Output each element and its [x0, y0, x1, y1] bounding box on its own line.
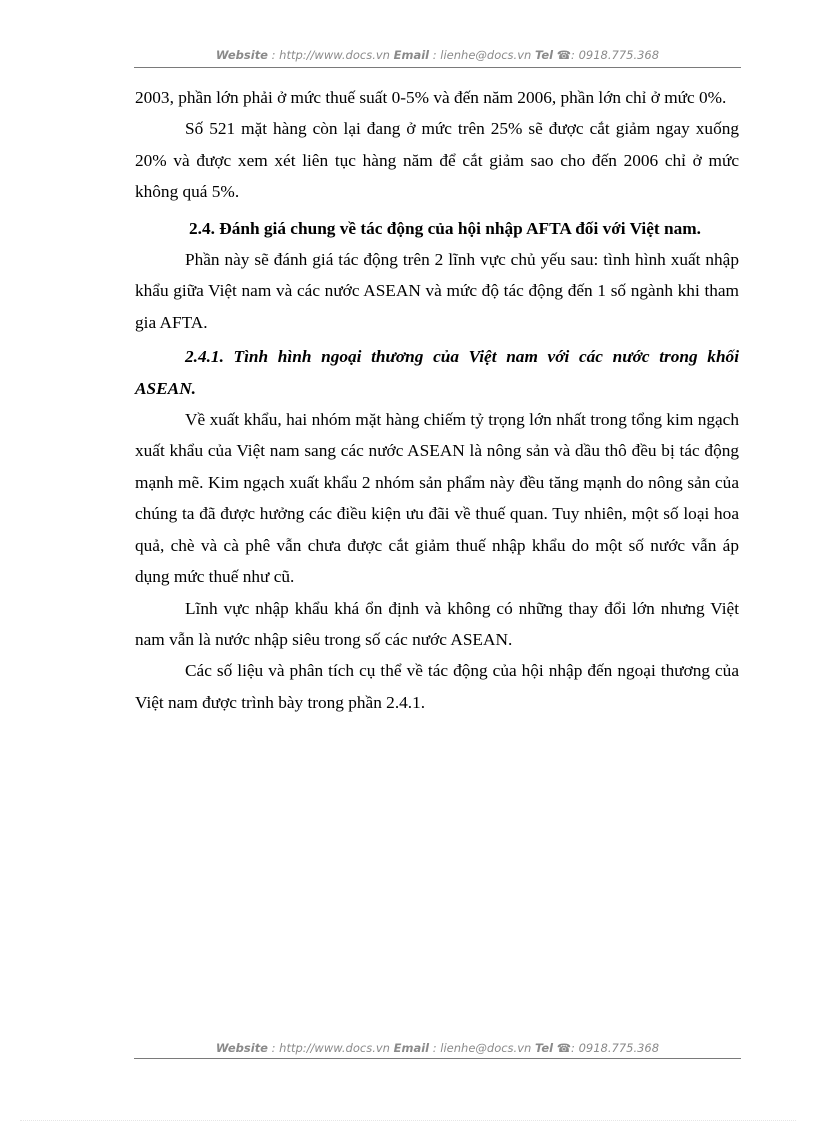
header-website-label: Website: [215, 48, 268, 62]
paragraph-exports: Về xuất khẩu, hai nhóm mặt hàng chiếm tỷ trọng lớn nhất trong tổng kim ngạch xuất khẩu của Việt nam sang các nước ASEAN là nông sản và dầu thô đều bị tác động mạnh mẽ. Kim ngạch xuất khẩu 2 nhóm sản phẩm này đều tăng mạnh do nông sản của chúng ta đã được hưởng các điều kiện ưu đãi về thuế quan. Tuy nhiên, một số loại hoa quả, chè và cà phê vẫn chưa được cắt giảm thuế nhập khẩu do một số nước vẫn áp dụng mức thuế như cũ.: [135, 410, 739, 587]
page-footer: [134, 1041, 741, 1055]
section-heading-2-4-text: 2.4. Đánh giá chung về tác động của hội nhập AFTA đối với Việt nam.: [189, 218, 701, 238]
footer-tel-label: Tel: [534, 1041, 554, 1055]
document-body: [135, 82, 739, 718]
section-heading-2-4-1: [135, 341, 739, 404]
phone-icon: ☎: [556, 48, 572, 62]
paragraph-reference: Các số liệu và phân tích cụ thể về tác động của hội nhập đến ngoại thương của Việt nam được trình bày trong phần 2.4.1.: [135, 661, 739, 712]
section-heading-2-4: [135, 213, 739, 244]
footer-website-label: Website: [215, 1041, 268, 1055]
section-heading-2-4-1-text: 2.4.1. Tình hình ngoại thương của Việt nam với các nước trong khối ASEAN.: [135, 347, 739, 398]
header-tel-label: Tel: [534, 48, 554, 62]
footer-email-label: Email: [393, 1041, 430, 1055]
header-tel-value: : 0918.775.368: [571, 48, 660, 62]
footer-email-link[interactable]: : lienhe@docs.vn: [429, 1041, 535, 1055]
header-website-link[interactable]: : http://www.docs.vn: [268, 48, 394, 62]
footer-tel-value: : 0918.775.368: [571, 1041, 660, 1055]
footer-phone-icon: ☎: [556, 1041, 572, 1055]
footer-website-link[interactable]: : http://www.docs.vn: [268, 1041, 394, 1055]
header-divider: [134, 67, 741, 68]
footer-divider: [134, 1058, 741, 1059]
page-header: [134, 48, 741, 62]
paragraph-521-items: Số 521 mặt hàng còn lại đang ở mức trên 25% sẽ được cắt giảm ngay xuống 20% và được xem xét liên tục hàng năm để cắt giảm sao cho đến 2006 chỉ ở mức không quá 5%.: [135, 119, 739, 202]
header-email-label: Email: [393, 48, 430, 62]
paragraph-scope: Phần này sẽ đánh giá tác động trên 2 lĩnh vực chủ yếu sau: tình hình xuất nhập khẩu giữa Việt nam và các nước ASEAN và mức độ tác động đến 1 số ngành khi tham gia AFTA.: [135, 250, 739, 332]
paragraph-continuation: 2003, phần lớn phải ở mức thuế suất 0-5% và đến năm 2006, phần lớn chỉ ở mức 0%.: [135, 88, 727, 107]
header-email-link[interactable]: : lienhe@docs.vn: [429, 48, 535, 62]
page-edge-dots: [20, 1120, 796, 1121]
paragraph-imports: Lĩnh vực nhập khẩu khá ổn định và không có những thay đổi lớn nhưng Việt nam vẫn là nước nhập siêu trong số các nước ASEAN.: [135, 598, 739, 649]
